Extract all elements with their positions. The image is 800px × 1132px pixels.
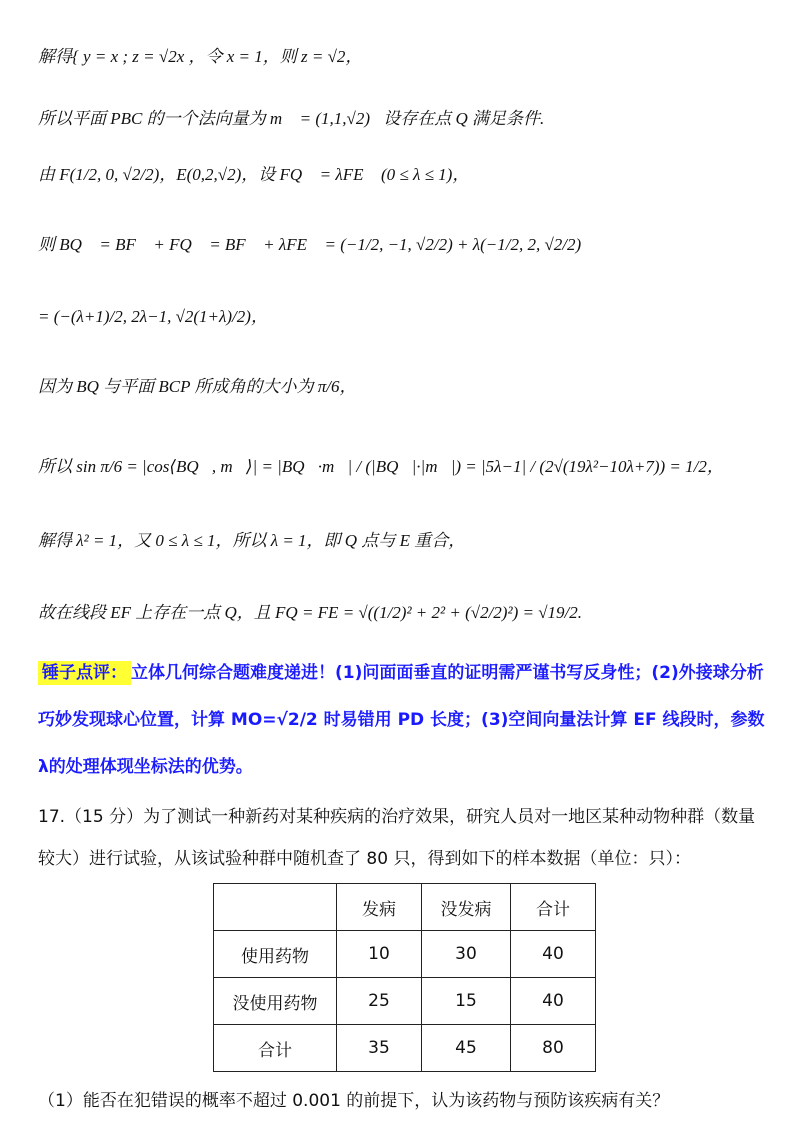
solution-line-2: 所以平面 PBC 的一个法向量为 m⃗ = (1,1,√2)，设存在点 Q 满足条件.	[38, 109, 545, 128]
solution-line-3: 由 F(1/2, 0, √2/2)，E(0,2,√2)，设 FQ⃗ = λFE⃗ (0 ≤ λ ≤ 1)，	[38, 165, 470, 184]
table-cell: 使用药物	[214, 931, 337, 978]
table-cell: 10	[337, 931, 422, 978]
solution-line-5: = (−(λ+1)/2, 2λ−1, √2(1+λ)/2)，	[38, 307, 268, 326]
table-cell: 40	[511, 978, 596, 1025]
table-row	[214, 931, 596, 978]
solution-line-6: 因为 BQ 与平面 BCP 所成角的大小为 π/6，	[38, 377, 357, 396]
table-cell: 没使用药物	[214, 978, 337, 1025]
table-header-cell: 没发病	[422, 884, 511, 931]
solution-line-8: 解得 λ² = 1，又 0 ≤ λ ≤ 1，所以 λ = 1，即 Q 点与 E 重合，	[38, 531, 466, 550]
solution-line-4: 则 BQ⃗ = BF⃗ + FQ⃗ = BF⃗ + λFE⃗ = (−1/2, −1, √2/2) + λ(−1/2, 2, √2/2)	[38, 235, 582, 254]
problem-17-text: 17.（15 分）为了测试一种新药对某种疾病的治疗效果，研究人员对一地区某种动物种群（数量较大）进行试验，从该试验种群中随机查了 80 只，得到如下的样本数据（单位：只）：	[38, 807, 756, 869]
table-cell: 25	[337, 978, 422, 1025]
table-cell: 合计	[214, 1025, 337, 1072]
sample-data-table	[213, 883, 596, 1072]
table-header-cell: 合计	[511, 884, 596, 931]
question-1: （1）能否在犯错误的概率不超过 0.001 的前提下，认为该药物与预防该疾病有关？	[38, 1091, 670, 1111]
table-header-cell: 发病	[337, 884, 422, 931]
table-header-row	[214, 884, 596, 931]
solution-line-9: 故在线段 EF 上存在一点 Q，且 FQ = FE = √((1/2)² + 2² + (√2/2)²) = √19/2.	[38, 603, 582, 622]
table-cell: 80	[511, 1025, 596, 1072]
teacher-comment	[38, 650, 768, 791]
table-row	[214, 978, 596, 1025]
solution-line-1: 解得{ y = x ; z = √2x ，令 x = 1，则 z = √2，	[38, 47, 363, 66]
comment-text: 立体几何综合题难度递进！(1)问面面垂直的证明需严谨书写反身性；(2)外接球分析巧妙发现球心位置，计算 MO=√2/2 时易错用 PD 长度；(3)空间向量法计算 EF 线段时，参数λ的处理体现坐标法的优势。	[38, 663, 765, 777]
solution-line-7: 所以 sin π/6 = |cos⟨BQ⃗, m⃗⟩| = |BQ⃗·m⃗| / (|BQ⃗|·|m⃗|) = |5λ−1| / (2√(19λ²−10λ+7)) = 1/2，	[38, 457, 724, 476]
comment-label: 锤子点评：	[38, 661, 131, 685]
table-header-cell	[214, 884, 337, 931]
table-cell: 15	[422, 978, 511, 1025]
table-cell: 40	[511, 931, 596, 978]
table-cell: 30	[422, 931, 511, 978]
table-row	[214, 1025, 596, 1072]
table-cell: 45	[422, 1025, 511, 1072]
table-cell: 35	[337, 1025, 422, 1072]
